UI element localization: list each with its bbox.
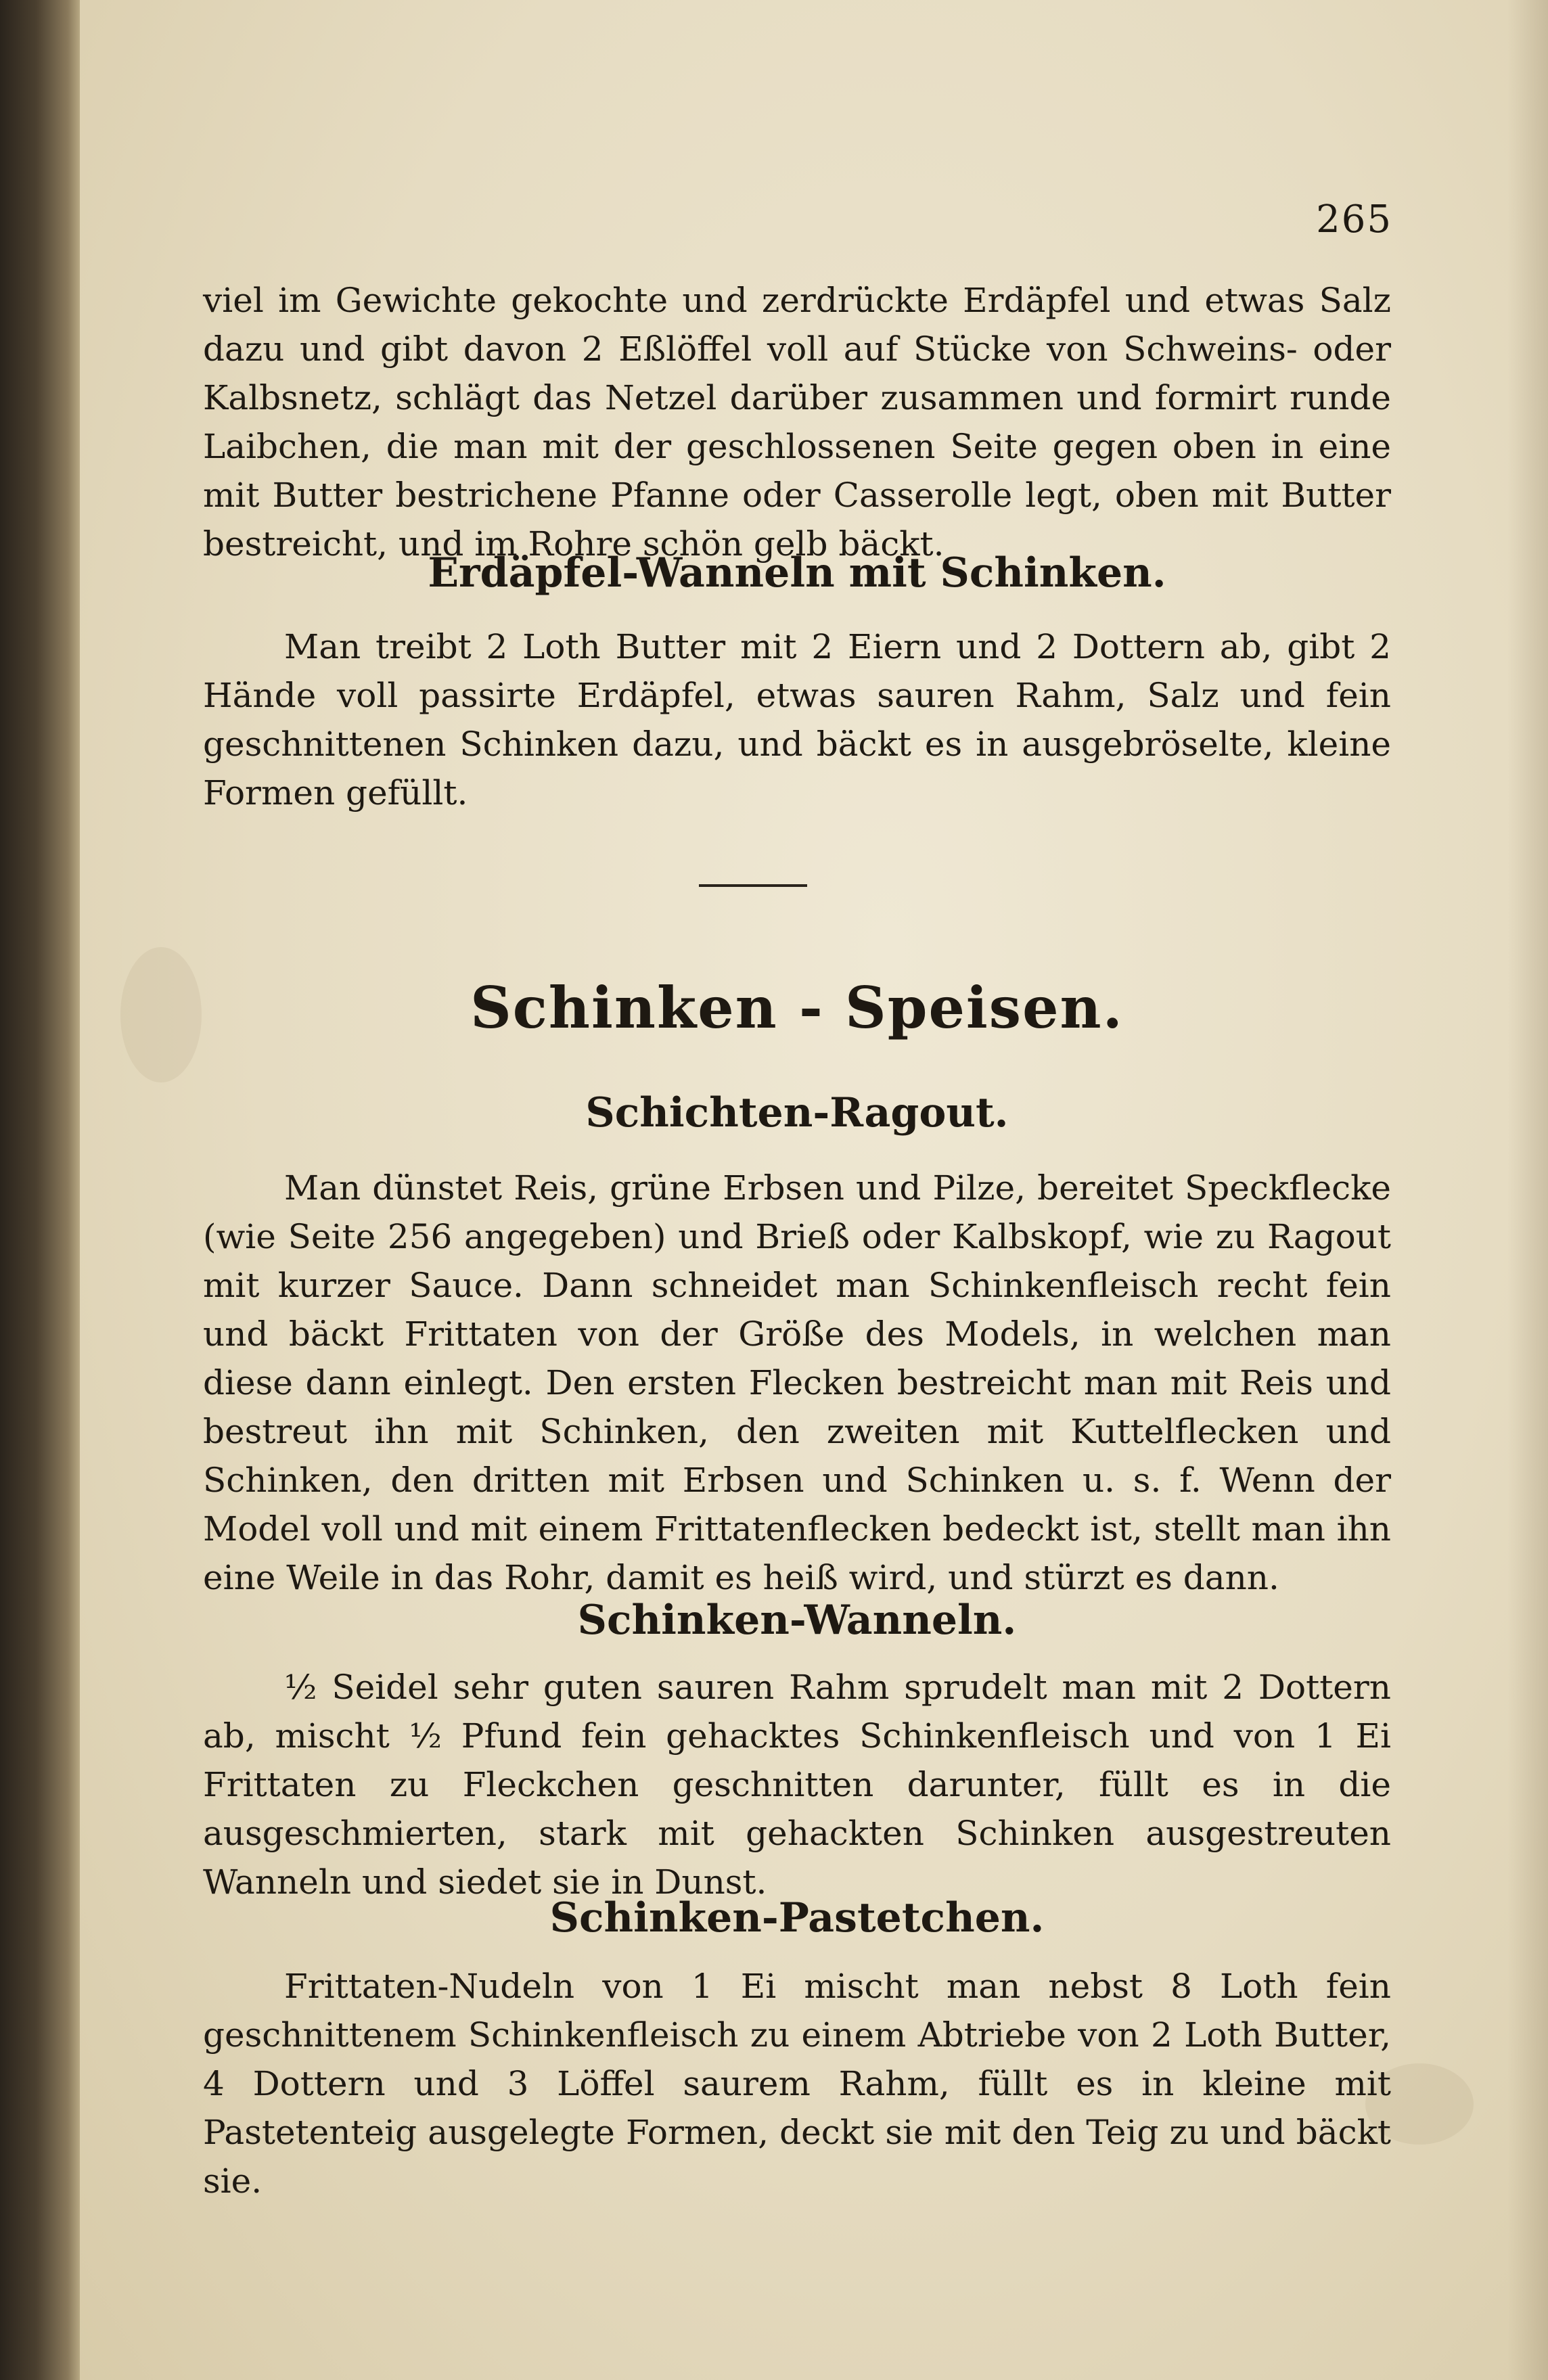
recipe-title-erdaepfel-wanneln: Erdäpfel-Wanneln mit Schinken. bbox=[428, 549, 1166, 597]
recipe-title-schinken-pastetchen: Schinken-Pastetchen. bbox=[549, 1894, 1045, 1942]
page-edge-shadow bbox=[1507, 0, 1548, 2380]
recipe-title-schinken-wanneln: Schinken-Wanneln. bbox=[577, 1597, 1017, 1644]
recipe-text-schinken-wanneln: ½ Seidel sehr guten sauren Rahm sprudelt man mit 2 Dottern ab, mischt ½ Pfund fein gehacktes Schinkenfleisch und von 1 Ei Frittaten zu Fleckchen geschnitten darunter, füllt es in die ausgeschmierten, stark mit gehackten Schinken ausgestreuten Wanneln und siedet sie in Dunst. bbox=[203, 1668, 1391, 1902]
intro-paragraph: viel im Gewichte gekochte und zerdrückte Erdäpfel und etwas Salz dazu und gibt davon 2 Eßlöffel voll auf Stücke von Schweins- oder Kalbsnetz, schlägt das Netzel darüber zusammen und formirt runde Laibchen, die man mit der geschlossenen Seite gegen oben in eine mit Butter bestrichene Pfanne oder Casserolle legt, oben mit Butter bestreicht, und im Rohre schön gelb bäckt. bbox=[203, 281, 1391, 564]
book-binding bbox=[0, 0, 80, 2380]
section-title: Schinken - Speisen. bbox=[470, 974, 1124, 1041]
book-page bbox=[80, 0, 1548, 2380]
section-divider bbox=[699, 884, 807, 887]
recipe-text-schinken-pastetchen: Frittaten-Nudeln von 1 Ei mischt man nebst 8 Loth fein geschnittenem Schinkenfleisch zu einem Abtriebe von 2 Loth Butter, 4 Dottern und 3 Löffel saurem Rahm, füllt es in kleine mit Pastetenteig ausgelegte Formen, deckt sie mit den Teig zu und bäckt sie. bbox=[203, 1967, 1391, 2201]
recipe-title-schichten-ragout: Schichten-Ragout. bbox=[585, 1089, 1009, 1137]
recipe-text-erdaepfel-wanneln: Man treibt 2 Loth Butter mit 2 Eiern und 2 Dottern ab, gibt 2 Hände voll passirte Erdäpfel, etwas sauren Rahm, Salz und fein geschnittenen Schinken dazu, und bäckt es in ausgebröselte, kleine Formen gefüllt. bbox=[203, 627, 1391, 813]
paper-stain bbox=[120, 947, 202, 1082]
recipe-text-schichten-ragout: Man dünstet Reis, grüne Erbsen und Pilze, bereitet Speckflecke (wie Seite 256 angegeben) und Brieß oder Kalbskopf, wie zu Ragout mit kurzer Sauce. Dann schneidet man Schinkenfleisch recht fein und bäckt Frittaten von der Größe des Models, in welchen man diese dann einlegt. Den ersten Flecken bestreicht man mit Reis und bestreut ihn mit Schinken, den zweiten mit Kuttelflecken und Schinken, den dritten mit Erbsen und Schinken u. s. f. Wenn der Model voll und mit einem Frittatenflecken bedeckt ist, stellt man ihn eine Weile in das Rohr, damit es heiß wird, und stürzt es dann. bbox=[203, 1168, 1391, 1597]
page-number: 265 bbox=[1316, 198, 1392, 242]
